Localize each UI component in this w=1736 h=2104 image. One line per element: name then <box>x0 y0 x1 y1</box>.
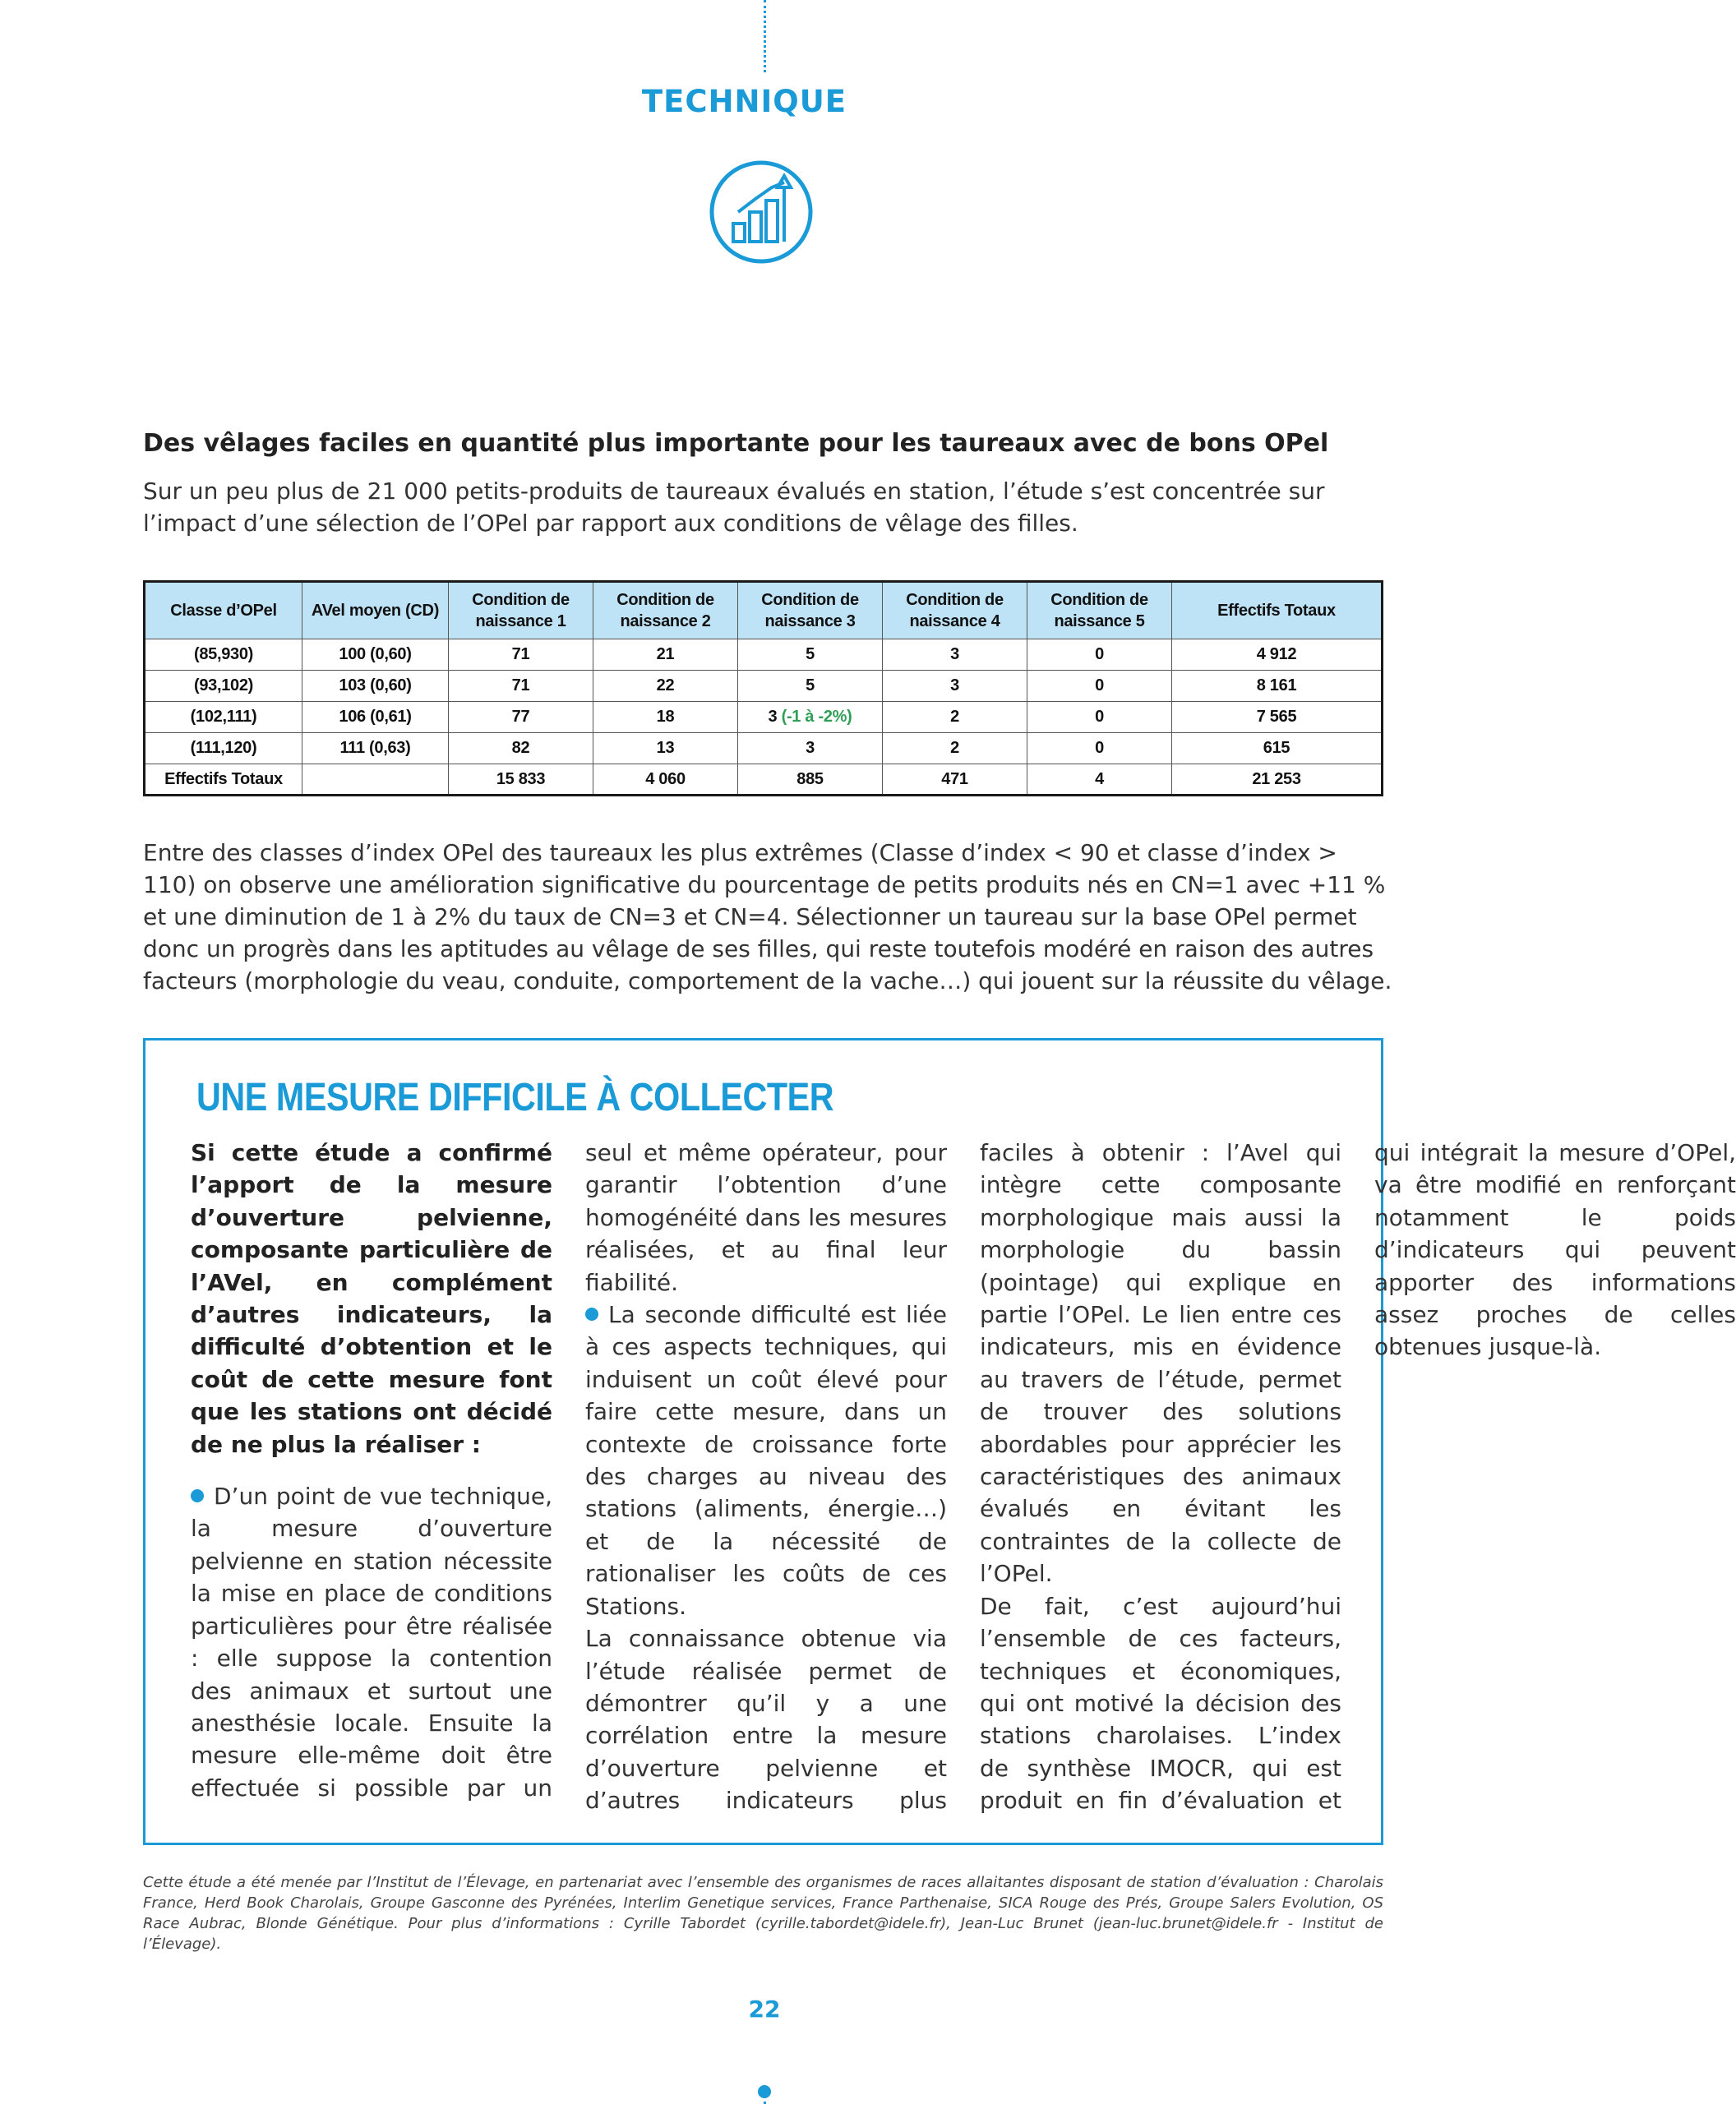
table-header-row <box>145 582 1383 639</box>
table-header: Effectifs Totaux <box>1172 582 1383 639</box>
bullet-text: D’un point de vue technique, la mesure d’ouverture pelvienne en station nécessite la mise en place de conditions particulières pour être réalisée : elle suppose la contention des animaux et surtout une anesthésie locale. Ensuite la mesure elle-même doit être effectuée si possible par un seul et même opérateur, pour garantir l’obtention d’une homogénéité dans les mesures réalisées, et au final leur fiabilité. <box>191 1139 947 1802</box>
box-lead: Si cette étude a confirmé l’apport de la mesure d’ouverture pelvienne, composante particulière de l’AVel, en complément d’autres indicateurs, la difficulté d’obtention et le coût de cette mesure font que les stations ont décidé de ne plus la réaliser : <box>191 1139 552 1458</box>
table-cell: 3 <box>883 639 1027 671</box>
table-cell: 4 060 <box>593 764 738 796</box>
table-cell: (85,930) <box>145 639 302 671</box>
table-header: Condition de naissance 3 <box>738 582 883 639</box>
bullet-dot-icon <box>191 1489 204 1502</box>
table-cell: 8 161 <box>1172 671 1383 702</box>
table-cell: 0 <box>1027 671 1172 702</box>
table-cell: 7 565 <box>1172 702 1383 733</box>
table-cell: Effectifs Totaux <box>145 764 302 796</box>
table-cell: 0 <box>1027 639 1172 671</box>
table-cell: 18 <box>593 702 738 733</box>
table-cell: 3 <box>883 671 1027 702</box>
table-row <box>145 702 1383 733</box>
table-cell: 22 <box>593 671 738 702</box>
table-cell: 2 <box>883 702 1027 733</box>
opel-table <box>143 580 1383 796</box>
table-cell: 4 <box>1027 764 1172 796</box>
page-number: 22 <box>748 1996 781 2023</box>
table-cell: 82 <box>449 733 593 764</box>
table-row <box>145 639 1383 671</box>
cell-value: 3 <box>768 708 778 726</box>
table-cell: 106 (0,61) <box>302 702 449 733</box>
box-body <box>191 1137 1736 1827</box>
table-cell: 21 253 <box>1172 764 1383 796</box>
table-cell: 885 <box>738 764 883 796</box>
bullet-text: La seconde difficulté est liée à ces aspects techniques, qui induisent un coût élevé pour faire cette mesure, dans un contexte de croissance forte des charges au niveau des stations (aliments, énergie…) et de la nécessité de rationaliser les coûts de ces Stations. <box>585 1301 947 1620</box>
table-cell: 15 833 <box>449 764 593 796</box>
sidebar-box <box>143 1038 1736 1845</box>
table-header: Condition de naissance 5 <box>1027 582 1172 639</box>
table-cell: 71 <box>449 671 593 702</box>
table-header: Condition de naissance 2 <box>593 582 738 639</box>
table-total-row <box>145 764 1383 796</box>
bullet-item <box>585 1299 947 1622</box>
table-header: Condition de naissance 1 <box>449 582 593 639</box>
table-cell: 0 <box>1027 702 1172 733</box>
table-cell: (102,111) <box>145 702 302 733</box>
highlight-note: (-1 à -2%) <box>781 708 852 726</box>
section-label: TECHNIQUE <box>641 84 847 119</box>
table-header: AVel moyen (CD) <box>302 582 449 639</box>
table-cell: 13 <box>593 733 738 764</box>
table-cell: 4 912 <box>1172 639 1383 671</box>
table-cell: 111 (0,63) <box>302 733 449 764</box>
table-cell <box>302 764 449 796</box>
table-cell: (111,120) <box>145 733 302 764</box>
table-cell: 5 <box>738 671 883 702</box>
article-heading: Des vêlages faciles en quantité plus importante pour les taureaux avec de bons OPel <box>143 429 1329 458</box>
table-cell: 21 <box>593 639 738 671</box>
intro-paragraph: Sur un peu plus de 21 000 petits-produits de taureaux évalués en station, l’étude s’est concentrée sur l’impact d’une sélection de l’OPel par rapport aux conditions de vêlage des filles. <box>143 478 1325 537</box>
table-row <box>145 733 1383 764</box>
box-title: UNE MESURE DIFFICILE À COLLECTER <box>196 1076 834 1119</box>
table-cell: 3 <box>738 733 883 764</box>
table-cell: 77 <box>449 702 593 733</box>
bullet-dot-icon <box>585 1308 598 1321</box>
result-paragraph: Entre des classes d’index OPel des taureaux les plus extrêmes (Classe d’index < 90 et classe d’index > 110) on observe une amélioration significative du pourcentage de petits produits nés en CN=1 avec +11 % et une diminution de 1 à 2% du taux de CN=3 et CN=4. Sélectionner un taureau sur la base OPel permet donc un progrès dans les aptitudes au vêlage de ses filles, qui reste toutefois modéré en raison des autres facteurs (morphologie du veau, conduite, comportement de la vache…) qui jouent sur la réussite du vêlage. <box>143 839 1392 994</box>
table-cell-highlight <box>738 702 883 733</box>
table-cell: 103 (0,60) <box>302 671 449 702</box>
growth-chart-icon <box>709 159 814 265</box>
table-header: Condition de naissance 4 <box>883 582 1027 639</box>
table-row <box>145 671 1383 702</box>
table-cell: 471 <box>883 764 1027 796</box>
box-paragraph: De fait, c’est aujourd’hui l’ensemble de ces facteurs, techniques et économiques, qui ont motivé la décision des stations charolaises. L’index de synthèse IMOCR, qui est produit en fin d’évaluation et qui intégrait la mesure d’OPel, va être modifié en renforçant notamment le poids d’indicateurs qui peuvent apporter des informations assez proches de celles obtenues jusque-là. <box>980 1139 1736 1815</box>
table-cell: 71 <box>449 639 593 671</box>
box-paragraph: La connaissance obtenue via l’étude réalisée permet de démontrer qu’il y a une corrélation entre la mesure d’ouverture pelvienne et d’autres indicateurs plus faciles à obtenir : l’Avel qui intègre cette composante morphologique mais aussi la morphologie du bassin (pointage) qui explique en partie l’OPel. Le lien entre ces indicateurs, mis en évidence au travers de l’étude, permet de trouver des solutions abordables pour apprécier les caractéristiques des animaux évalués en évitant les contraintes de la collecte de l’OPel. <box>585 1139 1341 1815</box>
table-cell: 2 <box>883 733 1027 764</box>
table-cell: 5 <box>738 639 883 671</box>
table-cell: 0 <box>1027 733 1172 764</box>
table-cell: 615 <box>1172 733 1383 764</box>
top-dotted-line <box>764 0 766 72</box>
footnote: Cette étude a été menée par l’Institut de l’Élevage, en partenariat avec l’ensemble des organismes de races allaitantes disposant de station d’évaluation : Charolais France, Herd Book Charolais, Groupe Gasconne des Pyrénées, Interlim Genetique services, France Parthenaise, SICA Rouge des Prés, Groupe Salers Evolution, OS Race Aubrac, Blonde Génétique. Pour plus d’informations : Cyrille Tabordet (cyrille.tabordet@idele.fr), Jean-Luc Brunet (jean-luc.brunet@idele.fr - Institut de l’Élevage). <box>143 1874 1383 1953</box>
table-cell: 100 (0,60) <box>302 639 449 671</box>
table-header: Classe d’OPel <box>145 582 302 639</box>
bottom-dotted-line <box>764 2096 766 2104</box>
table-cell: (93,102) <box>145 671 302 702</box>
